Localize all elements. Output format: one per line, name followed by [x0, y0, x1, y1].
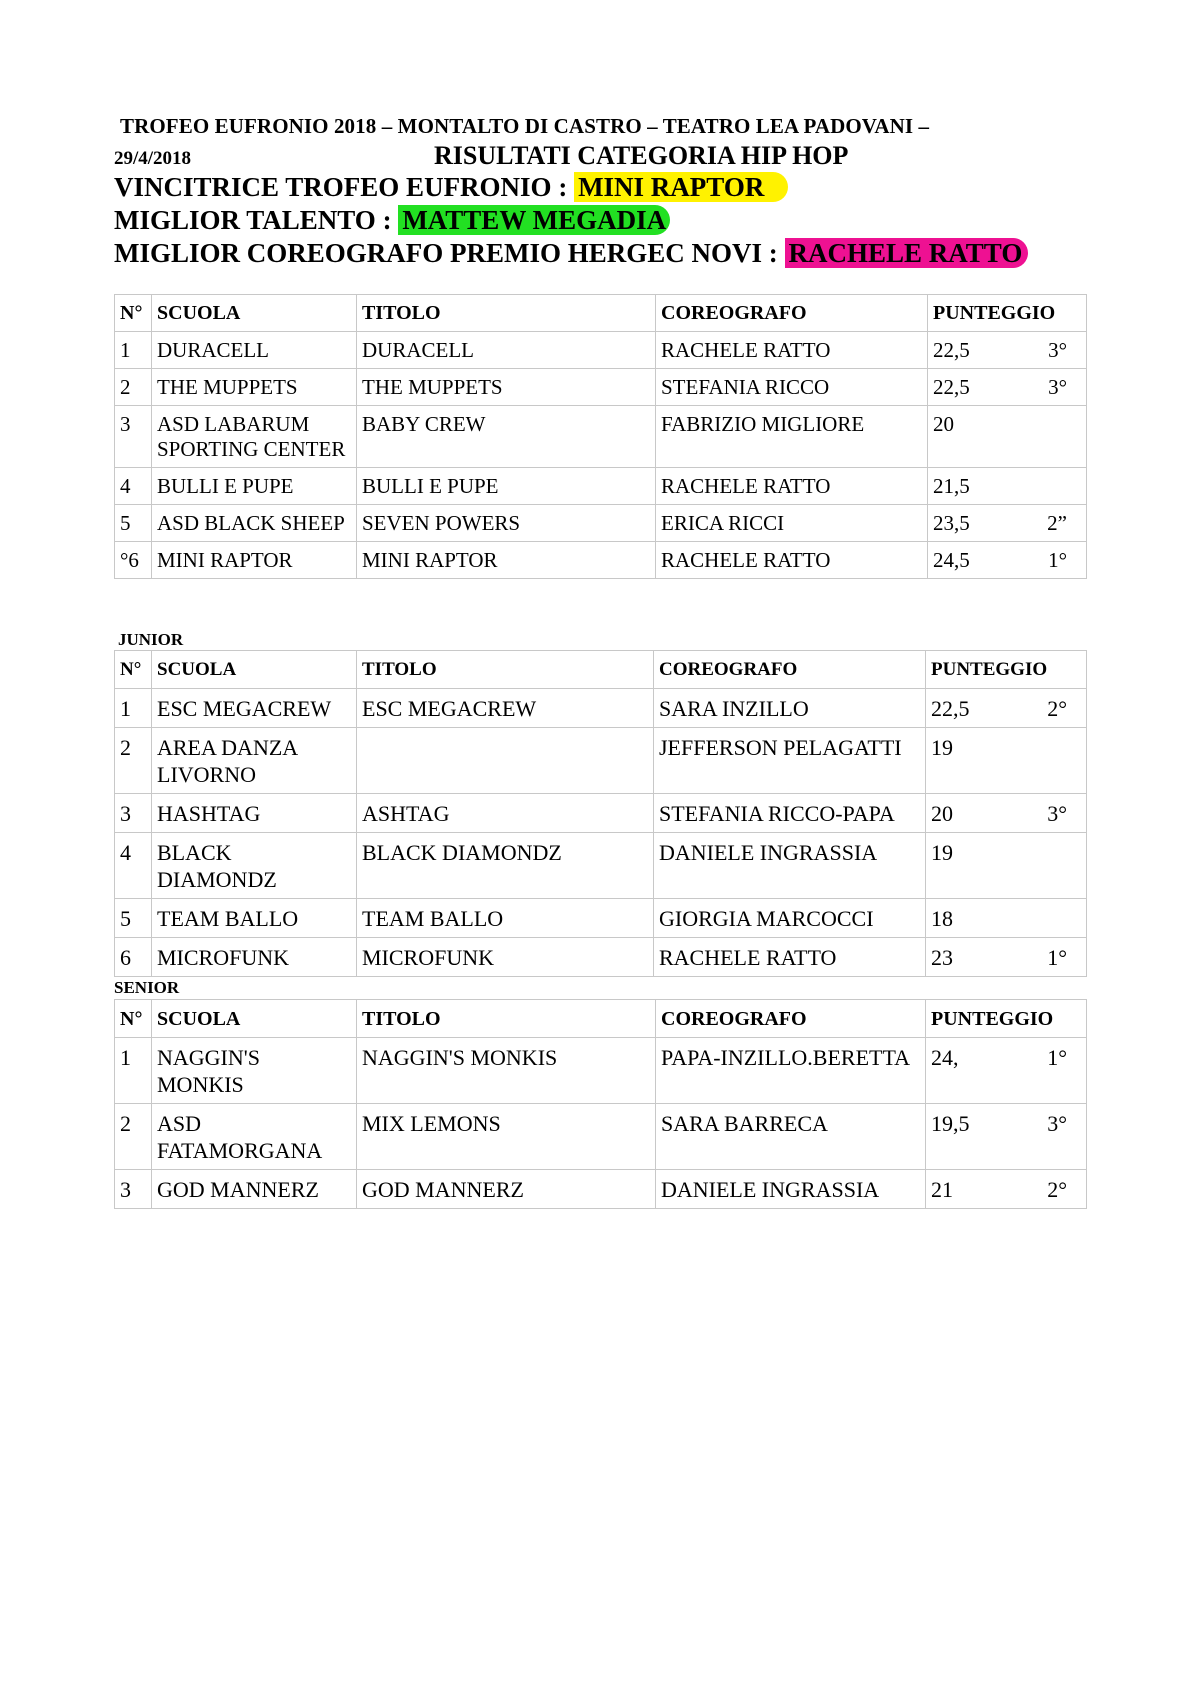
table-row [115, 542, 1087, 579]
score-value: 21,5 [933, 474, 970, 498]
table-row [115, 938, 1087, 977]
cell-titolo: BLACK DIAMONDZ [357, 833, 654, 899]
placement-value: 2° [1047, 696, 1067, 721]
cell-scuola: ASD LABARUM SPORTING CENTER [152, 406, 357, 468]
placement-value: 3° [1047, 1111, 1067, 1136]
cell-n: 4 [115, 833, 152, 899]
cell-scuola: GOD MANNERZ [152, 1170, 357, 1209]
cell-punteggio [926, 794, 1087, 833]
placement-value: 3° [1048, 375, 1067, 399]
score-value: 24,5 [933, 548, 970, 572]
table-row [115, 899, 1087, 938]
table-row [115, 505, 1087, 542]
cell-titolo: BABY CREW [357, 406, 656, 468]
cell-coreografo: FABRIZIO MIGLIORE [656, 406, 928, 468]
cell-n: 5 [115, 505, 152, 542]
score-value: 19 [931, 735, 953, 760]
table-row [115, 468, 1087, 505]
cell-punteggio [926, 938, 1087, 977]
table-row [115, 1170, 1087, 1209]
placement-value: 1° [1047, 1045, 1067, 1070]
column-header: PUNTEGGIO [926, 651, 1087, 689]
column-header: SCUOLA [152, 295, 357, 332]
score-value: 22,5 [933, 338, 970, 362]
column-header: COREOGRAFO [654, 651, 926, 689]
cell-coreografo: PAPA-INZILLO.BERETTA [656, 1038, 926, 1104]
cell-scuola: NAGGIN'S MONKIS [152, 1038, 357, 1104]
award-label: VINCITRICE TROFEO EUFRONIO : [114, 172, 575, 202]
column-header: N° [115, 295, 152, 332]
score-value: 24, [931, 1045, 959, 1070]
column-header: SCUOLA [152, 651, 357, 689]
cell-n: 2 [115, 369, 152, 406]
cell-coreografo: SARA INZILLO [654, 689, 926, 728]
placement-value: 3° [1048, 338, 1067, 362]
cell-titolo: MINI RAPTOR [357, 542, 656, 579]
cell-punteggio [926, 1038, 1087, 1104]
score-value: 19 [931, 840, 953, 865]
cell-titolo: DURACELL [357, 332, 656, 369]
cell-scuola: MICROFUNK [152, 938, 357, 977]
placement-value: 1° [1047, 945, 1067, 970]
cell-titolo: MIX LEMONS [357, 1104, 656, 1170]
table-row [115, 369, 1087, 406]
cell-coreografo: RACHELE RATTO [654, 938, 926, 977]
table-header-row [115, 1000, 1087, 1038]
cell-punteggio [928, 505, 1087, 542]
score-value: 22,5 [931, 696, 970, 721]
cell-n: 2 [115, 1104, 152, 1170]
results-table-children [114, 294, 1087, 579]
cell-punteggio [928, 406, 1087, 468]
table-row [115, 406, 1087, 468]
cell-scuola: BULLI E PUPE [152, 468, 357, 505]
column-header: COREOGRAFO [656, 295, 928, 332]
cell-coreografo: SARA BARRECA [656, 1104, 926, 1170]
score-value: 19,5 [931, 1111, 970, 1136]
table-row [115, 728, 1087, 794]
cell-coreografo: DANIELE INGRASSIA [656, 1170, 926, 1209]
cell-punteggio [926, 1170, 1087, 1209]
cell-punteggio [928, 542, 1087, 579]
award-value-highlight: MINI RAPTOR [574, 172, 788, 202]
cell-n: 2 [115, 728, 152, 794]
cell-scuola: BLACK DIAMONDZ [152, 833, 357, 899]
cell-coreografo: RACHELE RATTO [656, 468, 928, 505]
cell-n: 6 [115, 938, 152, 977]
section-label-senior: SENIOR [114, 978, 180, 997]
table-row [115, 332, 1087, 369]
score-value: 23 [931, 945, 953, 970]
cell-punteggio [926, 689, 1087, 728]
cell-titolo: MICROFUNK [357, 938, 654, 977]
cell-scuola: THE MUPPETS [152, 369, 357, 406]
cell-scuola: ASD FATAMORGANA [152, 1104, 357, 1170]
cell-punteggio [928, 332, 1087, 369]
cell-titolo: BULLI E PUPE [357, 468, 656, 505]
cell-punteggio [926, 833, 1087, 899]
column-header: TITOLO [357, 295, 656, 332]
cell-punteggio [926, 1104, 1087, 1170]
column-header: PUNTEGGIO [926, 1000, 1087, 1038]
cell-scuola: HASHTAG [152, 794, 357, 833]
cell-titolo: TEAM BALLO [357, 899, 654, 938]
table-row [115, 794, 1087, 833]
column-header: N° [115, 1000, 152, 1038]
cell-titolo: GOD MANNERZ [357, 1170, 656, 1209]
cell-titolo: ESC MEGACREW [357, 689, 654, 728]
table-row [115, 1038, 1087, 1104]
cell-coreografo: ERICA RICCI [656, 505, 928, 542]
results-table-junior [114, 650, 1087, 977]
cell-scuola: DURACELL [152, 332, 357, 369]
placement-value: 3° [1047, 801, 1067, 826]
cell-scuola: TEAM BALLO [152, 899, 357, 938]
score-value: 23,5 [933, 511, 970, 535]
cell-punteggio [928, 468, 1087, 505]
category-title: RISULTATI CATEGORIA HIP HOP [434, 141, 849, 170]
score-value: 18 [931, 906, 953, 931]
cell-punteggio [926, 728, 1087, 794]
cell-titolo: ASHTAG [357, 794, 654, 833]
cell-coreografo: RACHELE RATTO [656, 542, 928, 579]
cell-punteggio [928, 369, 1087, 406]
cell-coreografo: JEFFERSON PELAGATTI [654, 728, 926, 794]
cell-n: 5 [115, 899, 152, 938]
cell-punteggio [926, 899, 1087, 938]
cell-n: 3 [115, 406, 152, 468]
award-best-talent [114, 205, 670, 236]
cell-coreografo: DANIELE INGRASSIA [654, 833, 926, 899]
score-value: 21 [931, 1177, 953, 1202]
placement-value: 1° [1048, 548, 1067, 572]
column-header: PUNTEGGIO [928, 295, 1087, 332]
table-row [115, 689, 1087, 728]
award-label: MIGLIOR TALENTO : [114, 205, 399, 235]
cell-titolo: SEVEN POWERS [357, 505, 656, 542]
score-value: 20 [931, 801, 953, 826]
cell-coreografo: RACHELE RATTO [656, 332, 928, 369]
cell-scuola: ASD BLACK SHEEP [152, 505, 357, 542]
column-header: N° [115, 651, 152, 689]
table-row [115, 1104, 1087, 1170]
score-value: 22,5 [933, 375, 970, 399]
cell-n: 1 [115, 689, 152, 728]
award-winner [114, 172, 788, 203]
cell-scuola: AREA DANZA LIVORNO [152, 728, 357, 794]
event-date: 29/4/2018 [114, 148, 192, 169]
event-title: TROFEO EUFRONIO 2018 – MONTALTO DI CASTRO – TEATRO LEA PADOVANI – [120, 114, 930, 138]
table-row [115, 833, 1087, 899]
cell-scuola: MINI RAPTOR [152, 542, 357, 579]
cell-n: 1 [115, 332, 152, 369]
section-label-junior: JUNIOR [118, 630, 184, 649]
results-table-senior [114, 999, 1087, 1209]
cell-titolo [357, 728, 654, 794]
award-best-choreographer [114, 238, 1028, 269]
cell-n: 1 [115, 1038, 152, 1104]
cell-coreografo: STEFANIA RICCO [656, 369, 928, 406]
column-header: TITOLO [357, 651, 654, 689]
cell-titolo: THE MUPPETS [357, 369, 656, 406]
cell-scuola: ESC MEGACREW [152, 689, 357, 728]
column-header: TITOLO [357, 1000, 656, 1038]
award-label: MIGLIOR COREOGRAFO PREMIO HERGEC NOVI : [114, 238, 785, 268]
cell-n: 3 [115, 1170, 152, 1209]
cell-titolo: NAGGIN'S MONKIS [357, 1038, 656, 1104]
cell-coreografo: STEFANIA RICCO-PAPA [654, 794, 926, 833]
column-header: COREOGRAFO [656, 1000, 926, 1038]
cell-coreografo: GIORGIA MARCOCCI [654, 899, 926, 938]
table-header-row [115, 651, 1087, 689]
placement-value: 2° [1047, 1177, 1067, 1202]
cell-n: 4 [115, 468, 152, 505]
award-value-highlight: RACHELE RATTO [785, 238, 1029, 268]
award-value-highlight: MATTEW MEGADIA [398, 205, 670, 235]
column-header: SCUOLA [152, 1000, 357, 1038]
placement-value: 2” [1047, 511, 1067, 535]
table-header-row [115, 295, 1087, 332]
score-value: 20 [933, 412, 954, 436]
cell-n: 3 [115, 794, 152, 833]
cell-n: °6 [115, 542, 152, 579]
